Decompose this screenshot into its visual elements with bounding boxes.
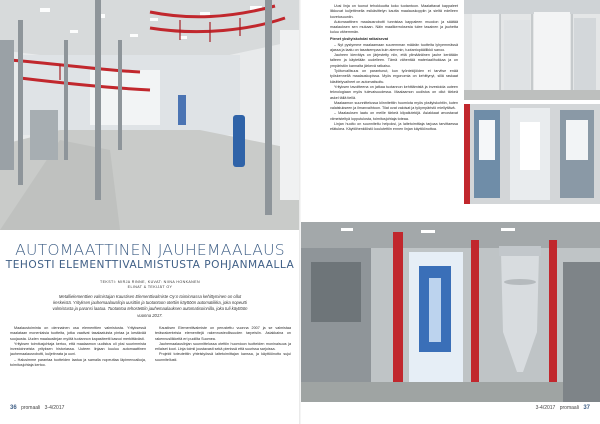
section-heading: Pienet yksityiskohdat ratkaisevat [330,37,389,42]
booth-doors-photo [464,104,600,204]
body-paragraph: Työturvallisuus on parantunut, kun työntekijöiden ei tarvitse enää työskennellä maalauskopissa. Myös ergonomia on kehittynyt, sillä raskaat käsittelyvaiheet on automatisoitu. [330,69,458,84]
issue-number: 3-4/2017 [535,405,556,411]
publication-name: promaali [21,405,41,411]
body-column-right [330,4,458,220]
body-paragraph: Linjan huolto on suunniteltu helpoksi, ja laitetoimittaja tarjoaa tarvittaessa etätukea. Käyttöhenkilöstö koulutettiin ennen linjan käyttöönottoa. [330,122,458,132]
body-column-left-a [10,326,146,402]
body-paragraph: Kaustisen Elementtivalmiste on perustettu vuonna 2007 ja se valmistaa teräsrakenteisia elementtejä rakennusteollisuuden tarpeisiin. Asiakkaina on rakennusliikkeitä eri puolilta Suomea. [155,326,291,341]
lead-paragraph: Metallielementtien valmistajan Kaustisen Elementtivalmiste Oy:n toiminnassa kehittyminen on ollut keskeistä. Yrityksen jauhemaalauslinja uusittiin ja tuotantoon otettiin käyttöön automatiikka, joka nopeutti valmistusta ja paransi laatua. Tuotantoa tehostettiin jauhemaalauksen automatisoinnilla, joka tuli käyttöön vuonna 2017. [52,294,248,318]
byline-authors: TEKSTI: MIRJA RINNE, KUVAT: NIINA HONKANEN [100,280,200,284]
article-subtitle: TEHOSTI ELEMENTTIVALMISTUSTA POHJANMAALLA [5,259,295,271]
body-paragraph: Maalaamon suunnittelussa kiinnitettiin huomiota myös yksityiskohtiin, kuten valaistukseen ja ilmanvaihtoon. Tilat ovat valoisat ja työympäristö miellyttävä. [330,100,458,111]
page-footer-right [536,405,590,411]
body-paragraph: Jauhemaalauslinjan suunnittelussa otettiin huomioon tuotteiden moninaisuus ja erilaiset koot. Linja toimii joustavasti sekä pienissä että suurissa sarjoissa. [155,341,291,352]
publication-name: promaali [559,405,579,411]
body-paragraph: Uusi linja on tuonut tehokkuutta koko tuotantoon. Maalattavat kappaleet liikkuvat kuljettimella esikäsittelyn kautta maalauskoppiin ja sieltä edelleen kovetusuuniin. [330,4,458,19]
body-paragraph: Maalaustoiminta on olennainen osa elementtien valmistusta. Yrityksessä maalataan monenlaisia tuotteita, jotka vaativat tasalaatuista pintaa ja kestävää suojausta. Uuden maalauslinjan myötä tuotannon kapasiteetti kasvoi merkittävästi. [10,326,146,341]
page-footer-left [10,405,64,411]
page-number: 37 [583,405,590,411]
byline [0,280,300,290]
factory-hall-photo [0,0,299,230]
body-paragraph: – Nyt pystymme maalaamaan suuremman määrän tuotteita lyhyemmässä ajassa ja laatu on tasaisempaa kuin aiemmin, tuotantopäällikkö sanoo. [330,42,458,52]
page-number: 36 [10,405,17,411]
body-paragraph: – Halusimme parantaa tuotteiden laatua ja samalla nopeuttaa läpimenoaikoja, toimitusjohtaja kertoo. [10,357,146,368]
body-paragraph: Yrityksen tavoitteena on jatkaa tuotannon kehittämistä ja investoida uuteen teknologiaan myös tulevaisuudessa. Maalaamon uudistus on ollut tärkeä askel tällä tiellä. [330,84,458,100]
body-paragraph: Projekti toteutettiin yhteistyössä laitetoimittajan kanssa, ja käyttöönotto sujui suunnitellusti. [155,352,291,362]
body-paragraph: – Maalauksen laatu on meille tärkeä kilpailutekijä. Asiakkaat arvostavat viimeisteltyä lopputulosta, toimitusjohtaja toteaa. [330,111,458,121]
powder-coating-line-photo [301,222,600,402]
issue-number: 3-4/2017 [44,405,65,411]
body-paragraph: Yrityksen toimitusjohtaja kertoo, että maalaamon uudistus oli yksi suurimmista investoinneista yrityksen historiassa. Uuteen linjaan kuuluu automaattinen jauhemaalausrobotti, kuljetinrata ja uuni. [10,341,146,357]
byline-credit: ELINAT & TEKIJÄT OY [127,285,173,289]
body-paragraph: Automaattinen maalausrobotti tunnistaa kappaleen muodon ja säätää maalauksen sen mukaan. Näin maalikerroksesta tulee tasainen ja jauhetta kuluu vähemmän. [330,19,458,35]
paint-booth-photo [464,0,600,100]
article-title: AUTOMAATTINEN JAUHEMAALAUS [15,241,285,259]
body-column-left-b [155,326,291,402]
body-paragraph: Jauheen kierrätys on järjestetty niin, että ylimääräinen jauhe kerätään talteen ja käytetään uudelleen. Tämä vähentää materiaalihukkaa ja on ympäristön kannalta järkevä ratkaisu. [330,53,458,68]
